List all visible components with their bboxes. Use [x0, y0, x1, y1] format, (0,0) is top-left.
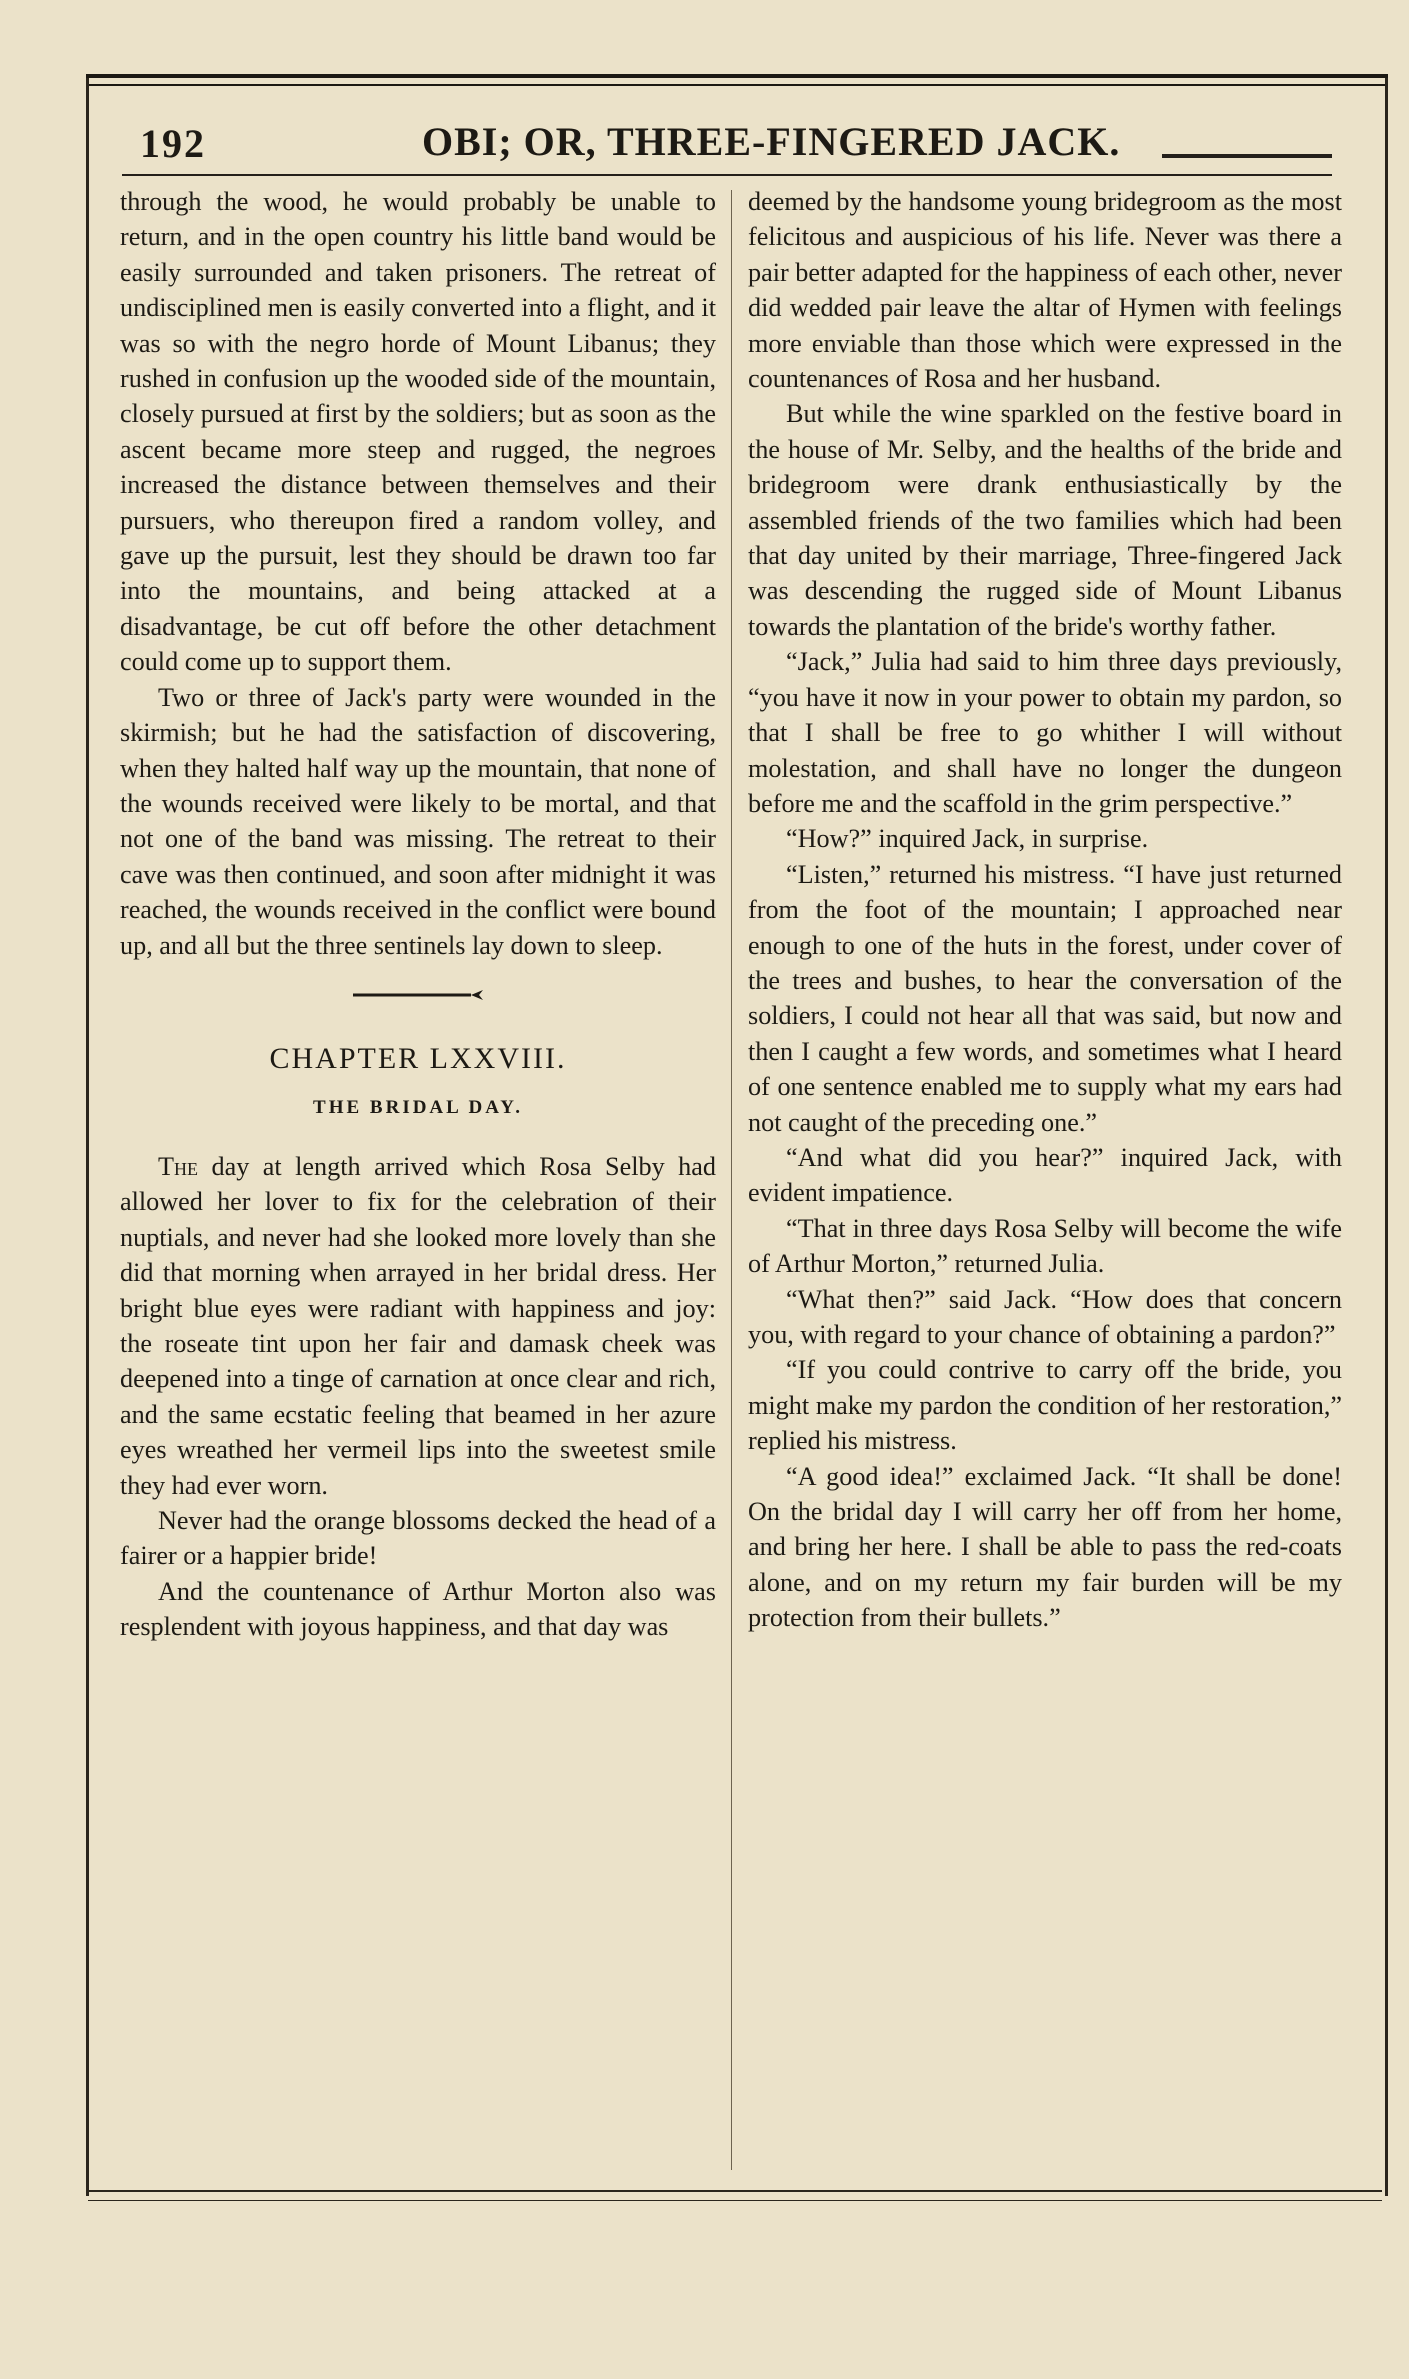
- paragraph: “A good idea!” exclaimed Jack. “It shall be done! On the bridal day I will carry her off from her home, and bring her here. I shall be able to pass the red-coats alone, and on my return my fair burden will be my protection from their bullets.”: [748, 1461, 1342, 1633]
- paragraph: through the wood, he would probably be unable to return, and in the open country his little band would be easily surrounded and taken prisoners. The retreat of undisciplined men is easily converted into a flight, and it was so with the negro horde of Mount Libanus; they rushed in confusion up the wooded side of the mountain, closely pursued at first by the soldiers; but as soon as the ascent became more steep and rugged, the negroes increased the distance between themselves and their pursuers, who thereupon fired a random volley, and gave up the pursuit, lest they should be drawn too far into the mountains, and being attacked at a disadvantage, be cut off before the other detachment could come up to support them.: [120, 187, 716, 677]
- paragraph: But while the wine sparkled on the festive board in the house of Mr. Selby, and the healths of the bride and bridegroom were drank enthusiastically by the assembled friends of the two families which had been that day united by their marriage, Three-fingered Jack was descending the rugged side of Mount Libanus towards the plantation of the bride's worthy father.: [748, 399, 1342, 641]
- chapter-subtitle: THE BRIDAL DAY.: [313, 1096, 523, 1118]
- paragraph: deemed by the handsome young bridegroom as the most felicitous and auspicious of his life. Never was there a pair better adapted for the happiness of each other, never did wedded pair leave the altar of Hymen with feelings more enviable than those which were expressed in the countenances of Rosa and her husband.: [748, 187, 1342, 394]
- chapter-opening-text: day at length arrived which Rosa Selby had allowed her lover to fix for the celebration of their nuptials, and never had she looked more lovely than she did that morning when arrayed in her bridal dress. Her bright blue eyes were radiant with happiness and joy: the roseate tint upon her fair and damask cheek was deepened into a tinge of carnation at once clear and rich, and the same ecstatic feeling that beamed in her azure eyes wreathed her vermeil lips into the sweetest smile they had ever worn.: [120, 1151, 716, 1500]
- paragraph: “If you could contrive to carry off the bride, you might make my pardon the condition of her restoration,” replied his mistress.: [748, 1355, 1342, 1456]
- paragraph: Two or three of Jack's party were wounded in the skirmish; but he had the satisfaction of discovering, when they halted half way up the mountain, that none of the wounds received were likely to be mortal, and that not one of the band was missing. The retreat to their cave was then continued, and soon after midnight it was reached, the wounds received in the conflict were bound up, and all but the three sentinels lay down to sleep.: [120, 682, 716, 960]
- page-number: 192: [140, 121, 206, 166]
- bottom-border-rule: [88, 2190, 1382, 2192]
- left-column: [120, 184, 716, 1645]
- right-column: [748, 184, 1342, 1636]
- paragraph: “Jack,” Julia had said to him three days previously, “you have it now in your power to obtain my pardon, so that I shall be free to go whither I will without molestation, and shall have no longer the dungeon before me and the scaffold in the grim perspective.”: [748, 647, 1342, 818]
- chapter-heading: CHAPTER LXXVIII.: [269, 1041, 567, 1075]
- page-header: [122, 112, 1332, 176]
- paragraph: Never had the orange blossoms decked the head of a fairer or a happier bride!: [120, 1506, 716, 1571]
- paragraph: “And what did you hear?” inquired Jack, with evident impatience.: [748, 1142, 1342, 1208]
- chapter-first-word: The: [158, 1151, 198, 1181]
- bottom-border-rule-inner: [88, 2200, 1382, 2201]
- paragraph: “How?” inquired Jack, in surprise.: [786, 824, 1149, 854]
- running-title: OBI; OR, THREE-FINGERED JACK.: [422, 119, 1121, 164]
- chapter-opening-paragraph: [120, 1149, 716, 1503]
- paragraph: “Listen,” returned his mistress. “I have just returned from the foot of the mountain; I approached near enough to one of the huts in the forest, under cover of the trees and bushes, to hear the conversation of the soldiers, I could not hear all that was said, but now and then I caught a few words, and sometimes what I heard of one sentence enabled me to supply what my ears had not caught of the preceding one.”: [748, 859, 1342, 1137]
- header-rule: [1162, 154, 1332, 158]
- paragraph: “That in three days Rosa Selby will become the wife of Arthur Morton,” returned Julia.: [748, 1213, 1342, 1279]
- paragraph: “What then?” said Jack. “How does that concern you, with regard to your chance of obtaining a pardon?”: [748, 1284, 1342, 1349]
- column-divider: [731, 190, 732, 2170]
- paragraph: And the countenance of Arthur Morton also was resplendent with joyous happiness, and that day was: [120, 1576, 716, 1642]
- section-divider-ornament: [343, 989, 493, 1001]
